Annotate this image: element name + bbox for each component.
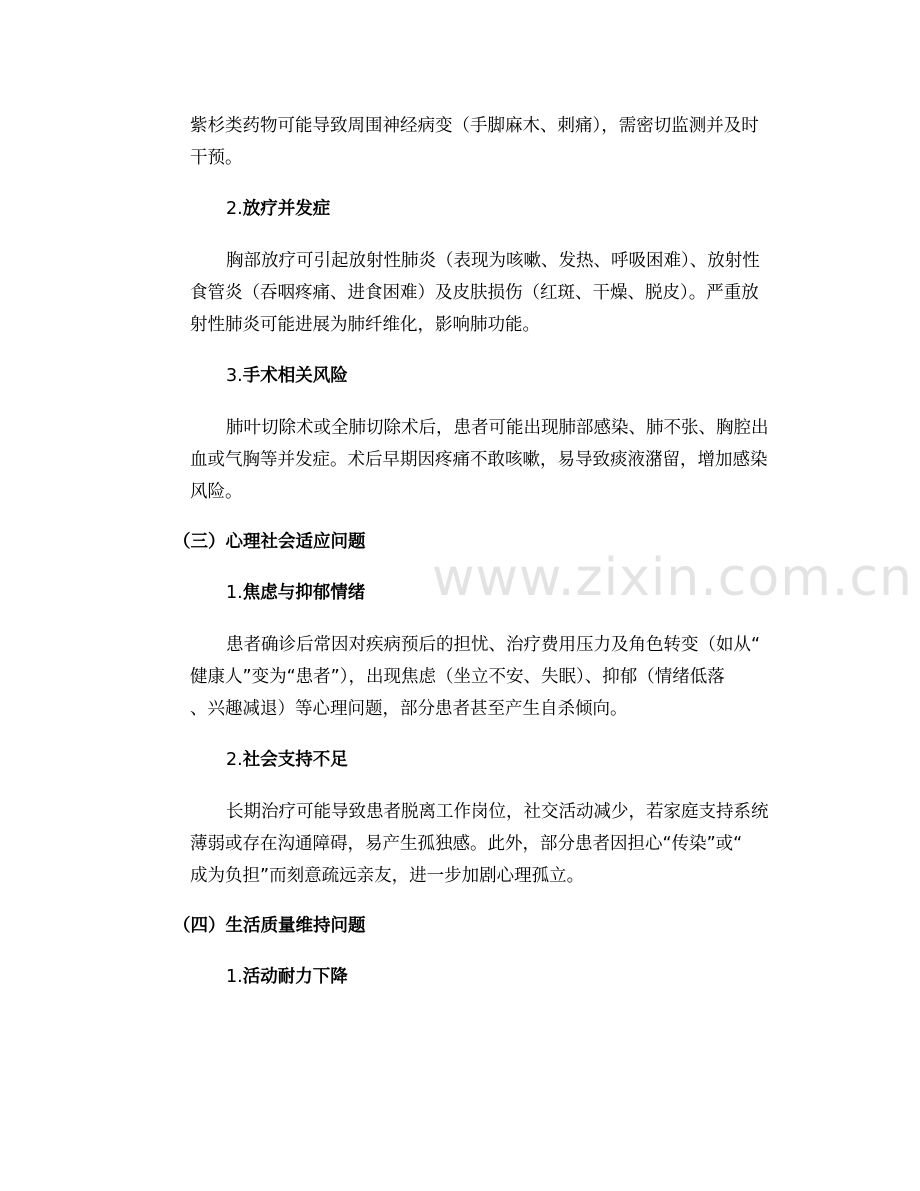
watermark: www.zixin.com.cn [432,548,913,608]
paragraph-line: 血或气胸等并发症。术后早期因疼痛不敢咳嗽，易导致痰液潴留，增加感染 [190,450,768,470]
subsection-title: 社会支持不足 [242,750,348,770]
subsection-number: 1. [226,583,243,603]
paragraph-line: 食管炎（吞咽疼痛、进食困难）及皮肤损伤（红斑、干燥、脱皮）。严重放 [190,283,759,303]
subsection-heading-social-support [226,748,348,772]
paragraph-line: 胸部放疗可引起放射性肺炎（表现为咳嗽、发热、呼吸困难）、放射性 [226,251,760,271]
subsection-number: 3. [226,366,243,386]
subsection-heading-activity-tolerance [226,965,348,989]
subsection-number: 2. [226,750,243,770]
subsection-title: 手术相关风险 [242,366,348,386]
paragraph-line: 肺叶切除术或全肺切除术后，患者可能出现肺部感染、肺不张、胸腔出 [226,418,769,438]
paragraph-line: 成为负担”而刻意疏远亲友，进一步加剧心理孤立。 [190,866,585,886]
paragraph-line: 健康人”变为“患者”），出现焦虑（坐立不安、失眠）、抑郁（情绪低落 [190,667,725,687]
paragraph-line: 患者确诊后常因对疾病预后的担忧、治疗费用压力及角色转变（如从“ [226,635,761,655]
subsection-number: 1. [226,967,243,987]
subsection-title: 焦虑与抑郁情绪 [242,583,366,603]
paragraph-line: 紫杉类药物可能导致周围神经病变（手脚麻木、刺痛），需密切监测并及时 [190,116,759,136]
paragraph-line: 风险。 [190,482,243,502]
paragraph-line: 、兴趣减退）等心理问题，部分患者甚至产生自杀倾向。 [190,699,628,719]
subsection-heading-radiotherapy [226,197,330,221]
subsection-title: 活动耐力下降 [242,967,348,987]
paragraph-line: 薄弱或存在沟通障碍，易产生孤独感。此外，部分患者因担心“传染”或“ [190,834,743,854]
subsection-heading-anxiety [226,581,365,605]
paragraph-line: 干预。 [190,148,243,168]
section-heading-quality-of-life: （四）生活质量维持问题 [173,916,366,936]
paragraph-line: 射性肺炎可能进展为肺纤维化，影响肺功能。 [190,315,540,335]
subsection-title: 放疗并发症 [242,199,331,219]
section-heading-psychosocial: （三）心理社会适应问题 [173,532,366,552]
subsection-heading-surgery [226,364,348,388]
paragraph-line: 长期治疗可能导致患者脱离工作岗位，社交活动减少，若家庭支持系统 [226,802,769,822]
subsection-number: 2. [226,199,243,219]
